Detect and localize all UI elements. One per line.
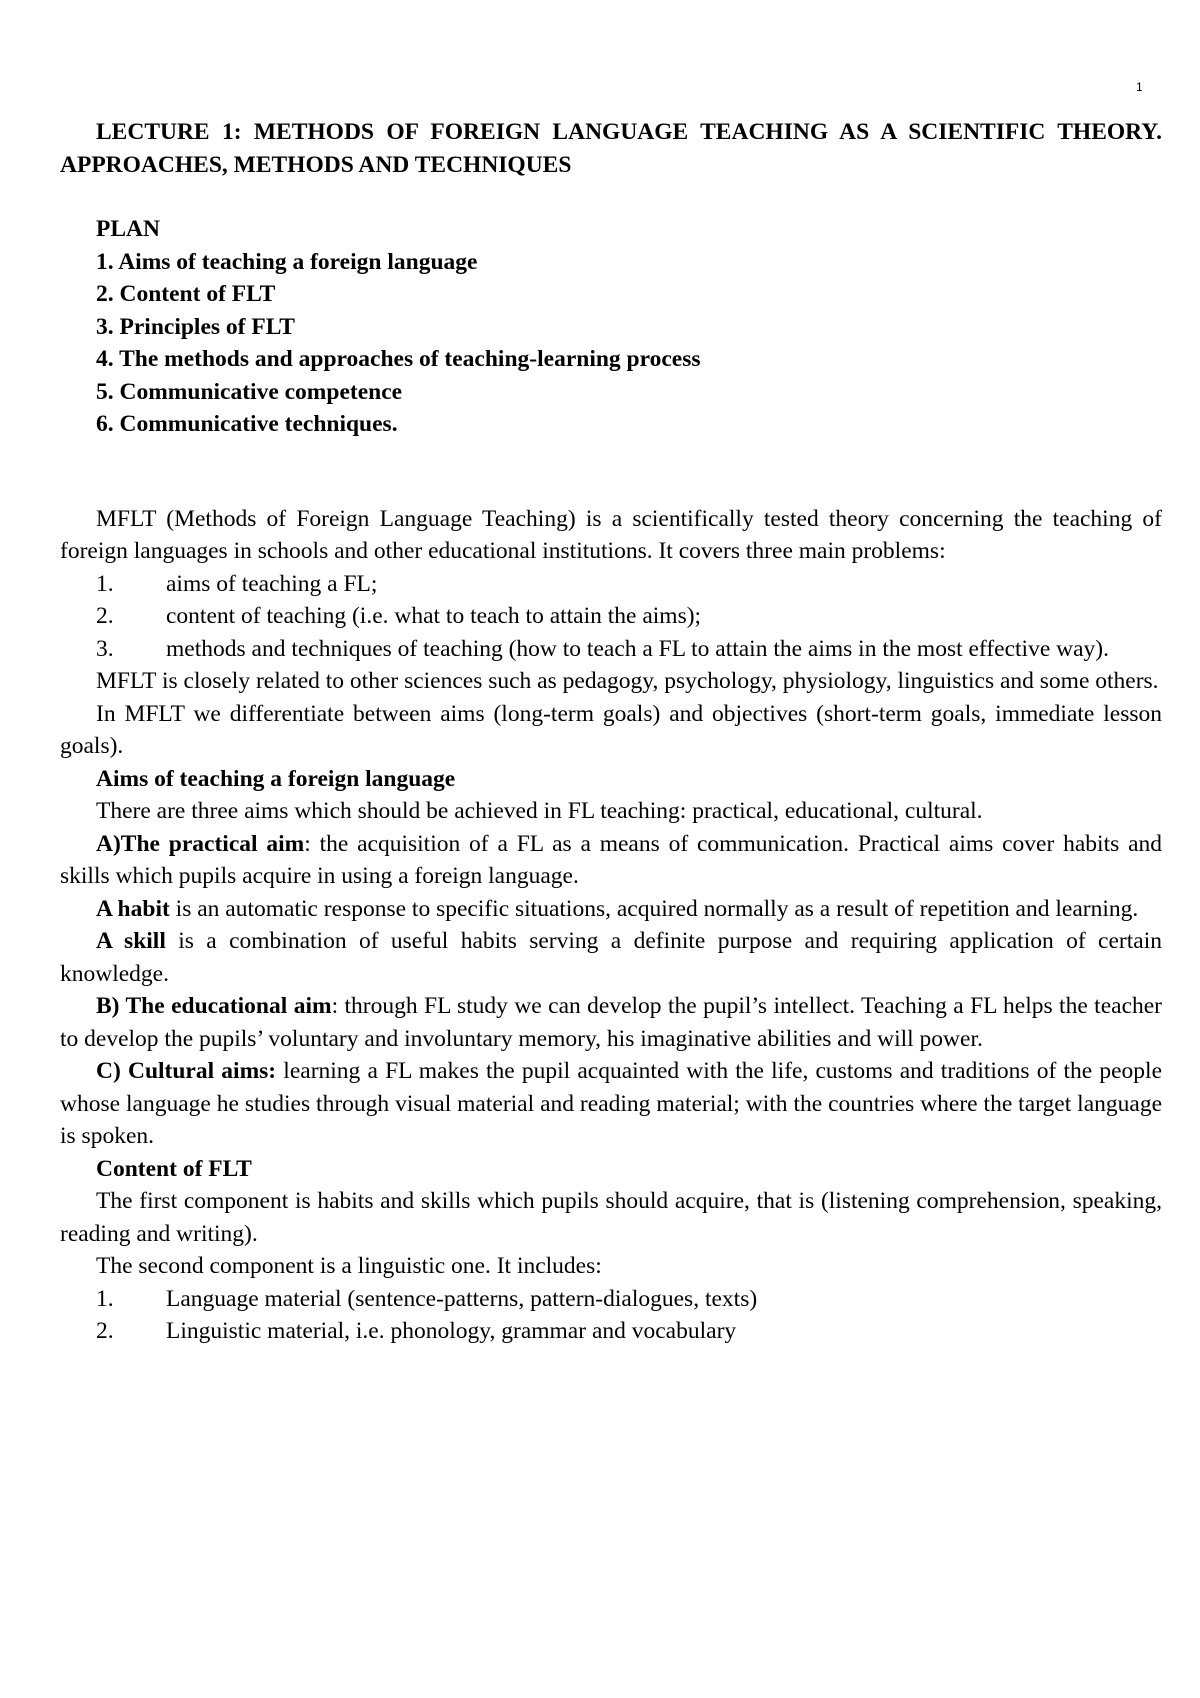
list-number: 3. <box>96 635 114 662</box>
plan-item: 6. Communicative techniques. <box>96 411 398 437</box>
list-text: methods and techniques of teaching (how to teach a FL to attain the aims in the most effective way). <box>166 635 1109 662</box>
related-sciences-paragraph: MFLT is closely related to other sciences such as pedagogy, psychology, physiology, linguistics and some others. <box>96 668 1159 694</box>
second-component-paragraph: The second component is a linguistic one. It includes: <box>96 1253 602 1279</box>
content-heading: Content of FLT <box>96 1155 252 1182</box>
practical-aim-label: A)The practical aim <box>96 830 305 857</box>
aims-heading: Aims of teaching a foreign language <box>96 765 456 792</box>
list-number: 2. <box>96 1318 114 1344</box>
plan-heading: PLAN <box>96 216 160 242</box>
plan-section <box>60 213 1162 441</box>
first-component-paragraph: The first component is habits and skills which pupils should acquire, that is (listening comprehension, speaking, reading and writing). <box>60 1188 1162 1247</box>
plan-item: 4. The methods and approaches of teaching-learning process <box>96 346 701 372</box>
list-item <box>60 568 1162 601</box>
plan-item: 3. Principles of FLT <box>96 313 295 340</box>
habit-paragraph <box>60 893 1162 926</box>
document-body <box>60 116 1162 1348</box>
practical-aim-text: : the acquisition of a FL as a means of communication. Practical aims cover habits and skills which pupils acquire in using a foreign language. <box>60 830 1162 889</box>
habit-text: is an automatic response to specific situations, acquired normally as a result of repetition and learning. <box>169 895 1139 922</box>
plan-item: 5. Communicative competence <box>96 378 403 405</box>
list-text: Linguistic material, i.e. phonology, grammar and vocabulary <box>166 1318 737 1344</box>
aims-objectives-paragraph: In MFLT we differentiate between aims (long-term goals) and objectives (short-term goals, immediate lesson goals). <box>60 700 1162 759</box>
list-number: 1. <box>96 1285 114 1312</box>
list-text: content of teaching (i.e. what to teach to attain the aims); <box>166 603 702 629</box>
habit-label: A habit <box>96 895 170 922</box>
list-item <box>60 600 1162 633</box>
practical-aim-paragraph <box>60 828 1162 893</box>
list-item <box>60 633 1162 666</box>
skill-label: A skill <box>96 928 166 954</box>
cultural-aims-text: learning a FL makes the pupil acquainted with the life, customs and traditions of the people whose language he studies through visual material and reading material; with the countries where the target language is spoken. <box>60 1058 1163 1149</box>
cultural-aims-paragraph <box>60 1055 1162 1153</box>
educational-aim-paragraph <box>60 990 1162 1055</box>
list-text: Language material (sentence-patterns, pattern-dialogues, texts) <box>166 1285 758 1312</box>
plan-item: 1. Aims of teaching a foreign language <box>96 248 478 275</box>
skill-paragraph <box>60 925 1162 990</box>
list-item <box>60 1283 1162 1316</box>
educational-aim-text: : through FL study we can develop the pupil’s intellect. Teaching a FL helps the teacher to develop the pupils’ voluntary and involuntary memory, his imaginative abilities and will power. <box>60 993 1163 1052</box>
list-item <box>60 1315 1162 1348</box>
list-text: aims of teaching a FL; <box>166 570 378 597</box>
aims-intro-paragraph: There are three aims which should be achieved in FL teaching: practical, educational, cultural. <box>96 798 983 824</box>
cultural-aims-label: C) Cultural aims: <box>96 1058 277 1084</box>
plan-item: 2. Content of FLT <box>96 281 276 307</box>
list-number: 1. <box>96 570 114 597</box>
lecture-title: LECTURE 1: METHODS OF FOREIGN LANGUAGE TEACHING AS A SCIENTIFIC THEORY. APPROACHES, METHODS AND TECHNIQUES <box>60 119 1162 178</box>
intro-paragraph: MFLT (Methods of Foreign Language Teaching) is a scientifically tested theory concerning the teaching of foreign languages in schools and other educational institutions. It covers three main problems: <box>60 505 1162 564</box>
page-number: 1 <box>1136 80 1143 94</box>
skill-text: is a combination of useful habits serving a definite purpose and requiring application of certain knowledge. <box>60 928 1162 987</box>
list-number: 2. <box>96 603 114 629</box>
educational-aim-label: B) The educational aim <box>96 993 332 1019</box>
